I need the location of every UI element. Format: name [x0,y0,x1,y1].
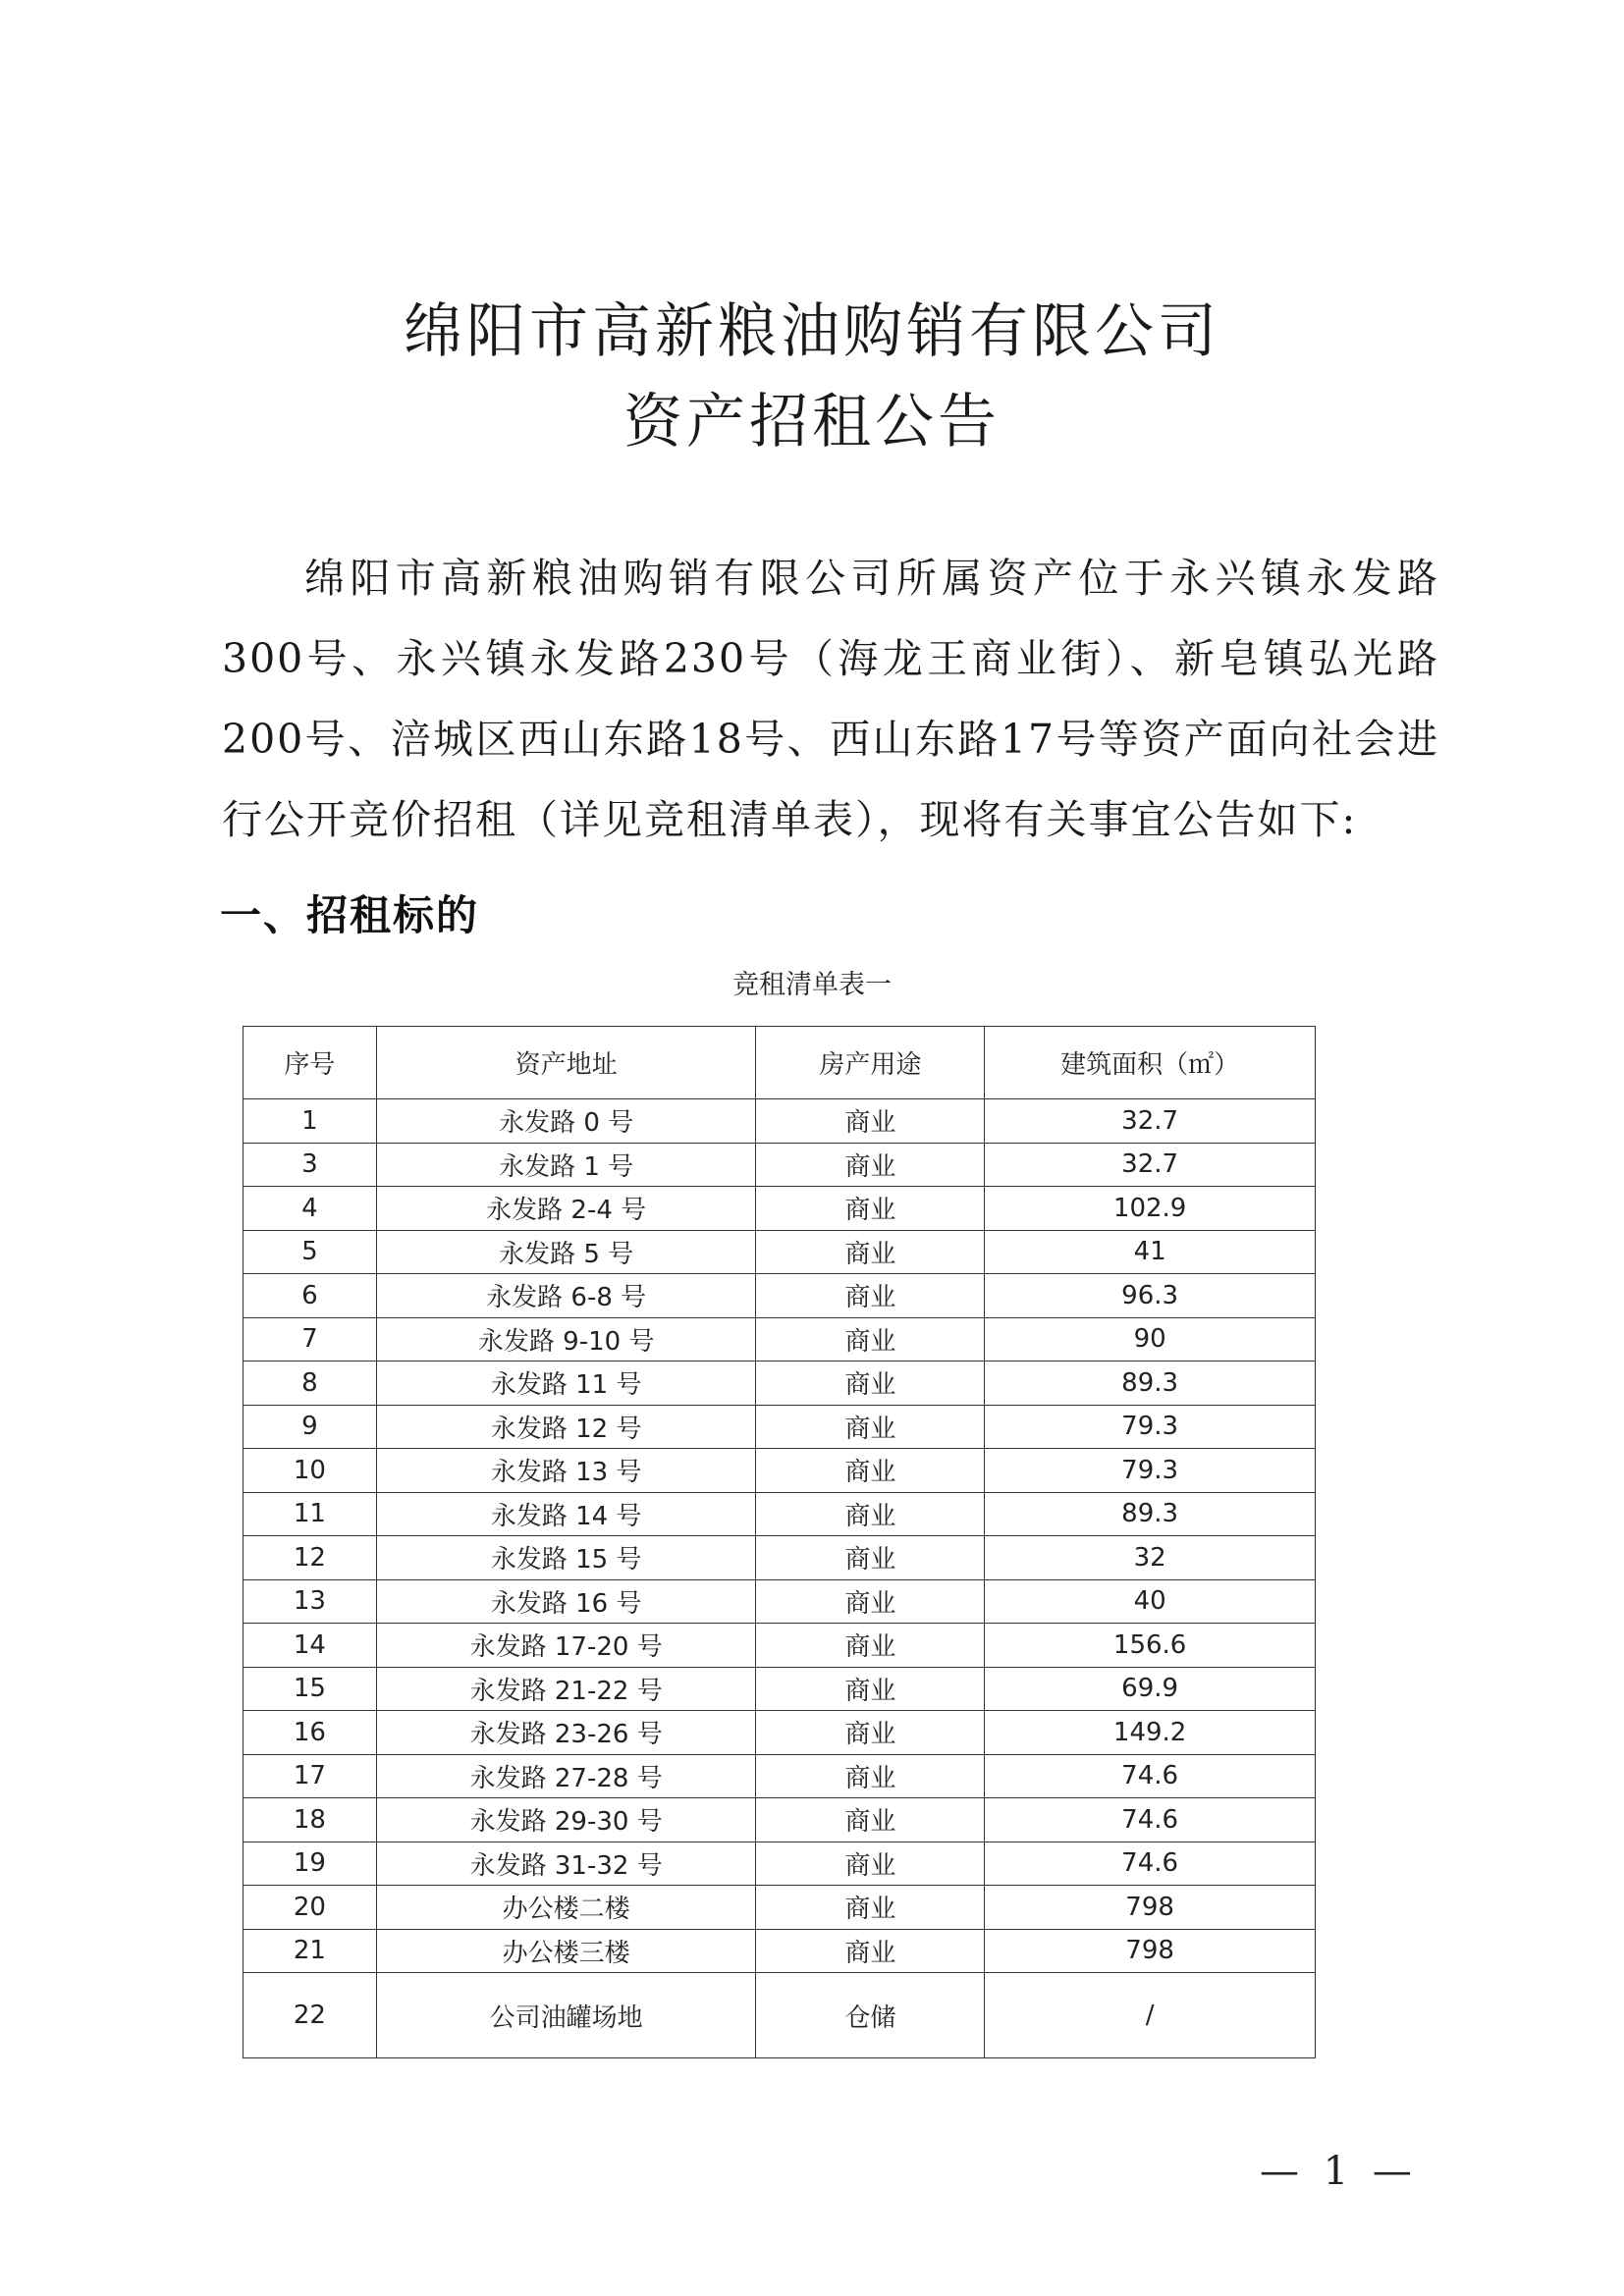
cell-serial-number: 4 [244,1187,377,1231]
table-row [244,1886,1316,1930]
cell-serial-number: 20 [244,1886,377,1930]
cell-serial-number: 19 [244,1842,377,1886]
cell-serial-number: 14 [244,1624,377,1668]
cell-floor-area: 69.9 [985,1667,1316,1711]
document-title-line2: 资产招租公告 [623,388,1001,456]
cell-floor-area: 74.6 [985,1754,1316,1798]
cell-floor-area: 74.6 [985,1798,1316,1842]
header-asset-address: 资产地址 [376,1027,756,1099]
header-floor-area: 建筑面积（㎡） [985,1027,1316,1099]
cell-serial-number: 22 [244,1973,377,2058]
section-heading-lease-targets: 一、招租标的 [220,891,480,939]
cell-asset-address: 永发路 12 号 [376,1405,756,1449]
cell-property-use: 商业 [756,1798,985,1842]
cell-property-use: 商业 [756,1536,985,1580]
table-row [244,1230,1316,1274]
cell-floor-area: 32.7 [985,1099,1316,1144]
cell-floor-area: 89.3 [985,1362,1316,1406]
cell-serial-number: 16 [244,1711,377,1755]
cell-floor-area: 89.3 [985,1492,1316,1536]
cell-asset-address: 永发路 9-10 号 [376,1317,756,1362]
table-row [244,1929,1316,1973]
cell-property-use: 商业 [756,1274,985,1318]
table-row [244,1317,1316,1362]
cell-serial-number: 6 [244,1274,377,1318]
cell-serial-number: 12 [244,1536,377,1580]
cell-floor-area: 798 [985,1886,1316,1930]
cell-serial-number: 9 [244,1405,377,1449]
header-serial-number: 序号 [244,1027,377,1099]
table-row [244,1274,1316,1318]
cell-floor-area: 40 [985,1579,1316,1624]
table-row [244,1405,1316,1449]
cell-floor-area: 96.3 [985,1274,1316,1318]
table-body [244,1099,1316,2058]
cell-floor-area: 32.7 [985,1143,1316,1187]
table-row [244,1754,1316,1798]
cell-asset-address: 永发路 23-26 号 [376,1711,756,1755]
cell-serial-number: 7 [244,1317,377,1362]
cell-property-use: 商业 [756,1754,985,1798]
cell-serial-number: 11 [244,1492,377,1536]
intro-paragraph: 绵阳市高新粮油购销有限公司所属资产位于永兴镇永发路300号、永兴镇永发路230号（海龙王商业街）、新皂镇弘光路200号、涪城区西山东路18号、西山东路17号等资产面向社会进行公开竞价招租（详见竞租清单表），现将有关事宜公告如下: [222,555,1439,843]
cell-asset-address: 永发路 31-32 号 [376,1842,756,1886]
cell-asset-address: 办公楼三楼 [376,1929,756,1973]
cell-property-use: 商业 [756,1492,985,1536]
cell-asset-address: 办公楼二楼 [376,1886,756,1930]
cell-property-use: 商业 [756,1449,985,1493]
table-row [244,1579,1316,1624]
cell-asset-address: 永发路 17-20 号 [376,1624,756,1668]
cell-asset-address: 公司油罐场地 [376,1973,756,2058]
table-row [244,1536,1316,1580]
bidding-list-table-container [243,1026,1316,2058]
cell-serial-number: 15 [244,1667,377,1711]
cell-asset-address: 永发路 5 号 [376,1230,756,1274]
cell-asset-address: 永发路 0 号 [376,1099,756,1144]
table-row [244,1624,1316,1668]
cell-asset-address: 永发路 21-22 号 [376,1667,756,1711]
cell-serial-number: 21 [244,1929,377,1973]
cell-asset-address: 永发路 29-30 号 [376,1798,756,1842]
cell-property-use: 商业 [756,1667,985,1711]
cell-property-use: 仓储 [756,1973,985,2058]
table-row [244,1973,1316,2058]
cell-property-use: 商业 [756,1143,985,1187]
cell-property-use: 商业 [756,1624,985,1668]
cell-asset-address: 永发路 6-8 号 [376,1274,756,1318]
table-row [244,1449,1316,1493]
cell-serial-number: 8 [244,1362,377,1406]
table-row [244,1187,1316,1231]
cell-property-use: 商业 [756,1405,985,1449]
cell-serial-number: 10 [244,1449,377,1493]
cell-property-use: 商业 [756,1362,985,1406]
table-row [244,1492,1316,1536]
cell-floor-area: 32 [985,1536,1316,1580]
table-header-row [244,1027,1316,1099]
cell-floor-area: 149.2 [985,1711,1316,1755]
cell-asset-address: 永发路 27-28 号 [376,1754,756,1798]
cell-property-use: 商业 [756,1230,985,1274]
table-row [244,1099,1316,1144]
cell-property-use: 商业 [756,1929,985,1973]
cell-asset-address: 永发路 16 号 [376,1579,756,1624]
table-row [244,1143,1316,1187]
cell-floor-area: 79.3 [985,1405,1316,1449]
cell-property-use: 商业 [756,1711,985,1755]
header-property-use: 房产用途 [756,1027,985,1099]
cell-floor-area: 798 [985,1929,1316,1973]
table-row [244,1362,1316,1406]
cell-asset-address: 永发路 2-4 号 [376,1187,756,1231]
cell-serial-number: 17 [244,1754,377,1798]
cell-asset-address: 永发路 14 号 [376,1492,756,1536]
table-row [244,1667,1316,1711]
cell-floor-area: / [985,1973,1316,2058]
cell-serial-number: 1 [244,1099,377,1144]
cell-asset-address: 永发路 15 号 [376,1536,756,1580]
cell-floor-area: 90 [985,1317,1316,1362]
cell-serial-number: 13 [244,1579,377,1624]
cell-floor-area: 41 [985,1230,1316,1274]
cell-property-use: 商业 [756,1579,985,1624]
cell-property-use: 商业 [756,1842,985,1886]
cell-serial-number: 18 [244,1798,377,1842]
cell-property-use: 商业 [756,1886,985,1930]
cell-floor-area: 74.6 [985,1842,1316,1886]
table-row [244,1842,1316,1886]
document-title-line1: 绵阳市高新粮油购销有限公司 [404,297,1220,366]
bidding-list-table [243,1026,1316,2058]
cell-floor-area: 156.6 [985,1624,1316,1668]
table-row [244,1798,1316,1842]
cell-floor-area: 102.9 [985,1187,1316,1231]
cell-property-use: 商业 [756,1317,985,1362]
cell-floor-area: 79.3 [985,1449,1316,1493]
cell-asset-address: 永发路 1 号 [376,1143,756,1187]
page-number: — 1 — [1260,2149,1418,2194]
table-caption: 竞租清单表一 [732,970,892,1000]
cell-asset-address: 永发路 13 号 [376,1449,756,1493]
cell-property-use: 商业 [756,1187,985,1231]
cell-property-use: 商业 [756,1099,985,1144]
table-row [244,1711,1316,1755]
cell-serial-number: 5 [244,1230,377,1274]
cell-asset-address: 永发路 11 号 [376,1362,756,1406]
cell-serial-number: 3 [244,1143,377,1187]
